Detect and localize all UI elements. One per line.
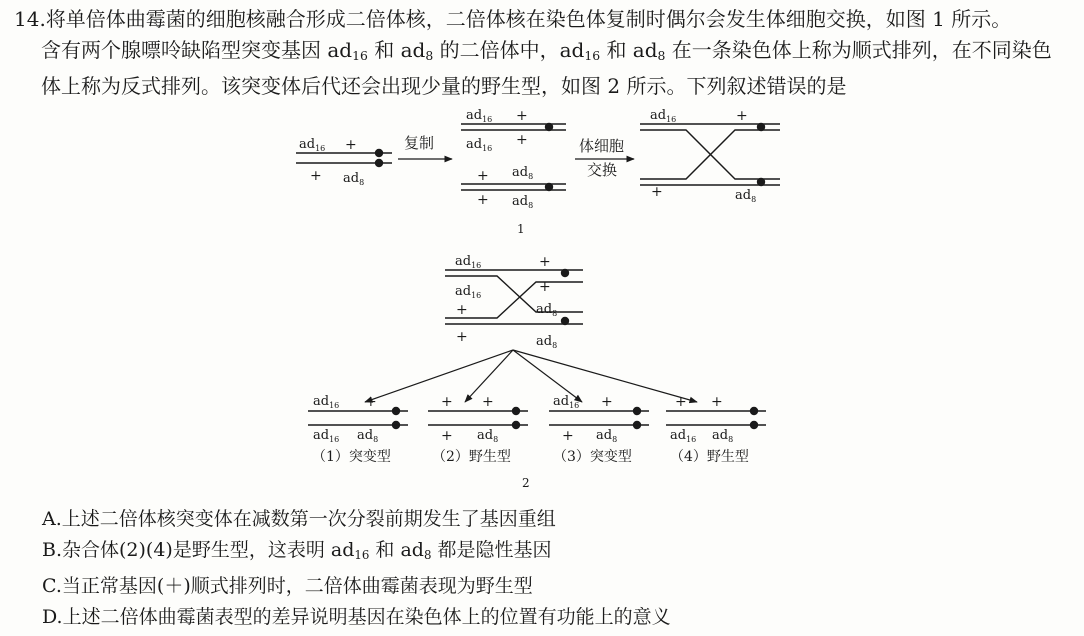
centromere-dot [392,407,400,415]
wildtype-plus: + [539,279,551,295]
figure-1-label: 1 [517,222,525,236]
wildtype-plus: + [482,394,494,410]
gene-ad8: $ad_8$ [512,194,534,210]
centromere-dot [757,178,765,186]
centromere-dot [375,149,383,157]
gene-ad16: $ad_{16}$ [670,428,697,444]
centromere-dot [750,407,758,415]
arrow-label-exchange: 交换 [587,161,618,179]
centromere-dot [561,317,569,325]
gene-ad16: $ad_{16}$ [313,394,340,410]
wildtype-plus: + [365,394,377,410]
chromatid-line [640,130,780,179]
wildtype-plus: + [516,132,528,148]
centromere-dot [633,407,641,415]
wildtype-plus: + [456,329,468,345]
gene-ad8: $ad_8$ [343,171,365,187]
option-c[interactable]: C.当正常基因(＋)顺式排列时，二倍体曲霉菌表现为野生型 [42,574,533,597]
figure-2-label: 2 [522,476,530,490]
centromere-dot [375,159,383,167]
gene-ad8: $ad_8$ [477,428,499,444]
wildtype-plus: + [456,302,468,318]
option-b[interactable]: B.杂合体(2)(4)是野生型，这表明 $ad_{16}$ 和 $ad_8$ 都是隐性基因 [42,539,552,562]
outcome-label-2: （2）野生型 [432,449,511,465]
centromere-dot [561,269,569,277]
gene-ad16: $ad_{16}$ [455,254,482,270]
question-line-2: 含有两个腺嘌呤缺陷型突变基因 $ad_{16}$ 和 $ad_8$ 的二倍体中，$ad_{16}$ 和 $ad_8$ 在一条染色体上称为顺式排列，在不同染色 [41,38,1052,64]
outcome-label-3: （3）突变型 [553,449,632,465]
answer-options [42,504,671,633]
wildtype-plus: + [516,108,528,124]
question-line-3: 体上称为反式排列。该突变体后代还会出现少量的野生型，如图 2 所示。下列叙述错误的是 [41,74,847,99]
option-d[interactable]: D.上述二倍体曲霉菌表型的差异说明基因在染色体上的位置有功能上的意义 [42,605,671,628]
arrow-label-somatic: 体细胞 [579,137,625,155]
wildtype-plus: + [651,184,663,200]
centromere-dot [633,421,641,429]
centromere-dot [512,421,520,429]
gene-ad16: $ad_{16}$ [466,137,493,153]
outcome-3 [549,394,649,465]
arrow-label-replicate: 复制 [404,134,435,152]
option-a[interactable]: A.上述二倍体核突变体在减数第一次分裂前期发生了基因重组 [42,508,556,530]
centromere-dot [392,421,400,429]
wildtype-plus: + [736,108,748,124]
outcome-2 [428,394,528,465]
figure-1 [296,108,780,236]
wildtype-plus: + [675,394,687,410]
outcome-label-1: （1）突变型 [312,449,391,465]
wildtype-plus: + [539,254,551,270]
outcome-1 [308,394,408,465]
wildtype-plus: + [441,394,453,410]
gene-ad8: $ad_8$ [536,334,558,350]
wildtype-plus: + [441,428,453,444]
outcome-4 [666,394,766,465]
gene-ad16: $ad_{16}$ [299,137,326,153]
wildtype-plus: + [562,428,574,444]
wildtype-plus: + [477,192,489,208]
gene-ad8: $ad_8$ [357,428,379,444]
centromere-dot [750,421,758,429]
centromere-dot [545,183,553,191]
gene-ad8: $ad_8$ [536,302,558,318]
gene-ad8: $ad_8$ [735,188,757,204]
centromere-dot [512,407,520,415]
outcome-label-4: （4）野生型 [670,449,749,465]
figure-2 [308,254,766,490]
question-line-1: 14.将单倍体曲霉菌的细胞核融合形成二倍体核，二倍体核在染色体复制时偶尔会发生体细胞交换，如图 1 所示。 [14,7,1012,31]
arrow [513,350,582,402]
wildtype-plus: + [310,168,322,184]
wildtype-plus: + [601,394,613,410]
gene-ad8: $ad_8$ [596,428,618,444]
wildtype-plus: + [711,394,723,410]
wildtype-plus: + [477,168,489,184]
gene-ad16: $ad_{16}$ [313,428,340,444]
question-number: 14. [14,7,46,31]
wildtype-plus: + [345,137,357,153]
gene-ad16: $ad_{16}$ [466,108,493,124]
gene-ad16: $ad_{16}$ [553,394,580,410]
gene-ad16: $ad_{16}$ [455,284,482,300]
gene-ad16: $ad_{16}$ [650,108,677,124]
gene-ad8: $ad_8$ [712,428,734,444]
gene-ad8: $ad_8$ [512,165,534,181]
centromere-dot [545,123,553,131]
